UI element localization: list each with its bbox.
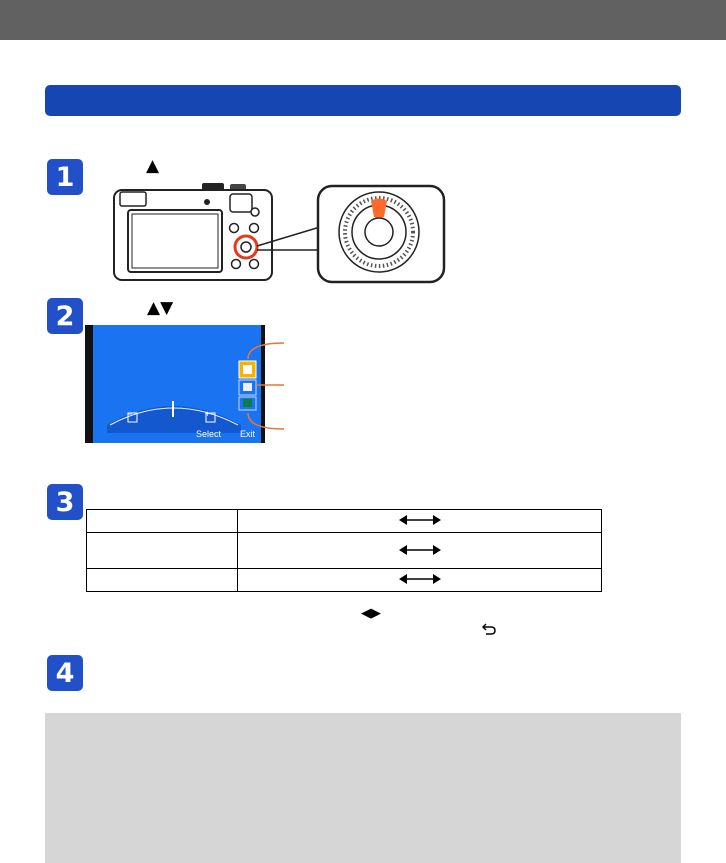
return-icon <box>482 623 496 635</box>
setting-table <box>86 509 602 592</box>
table-cell <box>238 569 602 592</box>
up-down-arrows-icon: ▲▼ <box>147 298 174 318</box>
table-cell <box>87 533 238 569</box>
lcd-exit-label: Exit <box>240 429 256 439</box>
lcd-select-label: Select <box>196 429 222 439</box>
left-right-arrows-icon: ◀▶ <box>361 606 381 621</box>
lcd-minus-label: − <box>127 409 133 419</box>
header-bar <box>0 0 726 40</box>
up-arrow-icon: ▲ <box>146 156 160 176</box>
table-cell <box>238 533 602 569</box>
lcd-screen-preview <box>85 325 285 445</box>
step-4-badge: 4 <box>47 655 83 691</box>
step-3-badge: 3 <box>47 484 83 520</box>
double-arrow-icon <box>399 545 441 555</box>
double-arrow-icon <box>399 515 441 525</box>
note-box <box>45 713 681 863</box>
section-title-bar <box>45 85 681 116</box>
camera-back-icon <box>112 180 452 286</box>
table-row <box>87 533 602 569</box>
step-1-badge: 1 <box>47 159 83 195</box>
step-2-badge: 2 <box>47 298 83 334</box>
double-arrow-icon <box>399 574 441 584</box>
table-cell <box>238 510 602 533</box>
lcd-plus-label: + <box>205 409 211 419</box>
table-row <box>87 510 602 533</box>
table-row <box>87 569 602 592</box>
table-cell <box>87 510 238 533</box>
table-cell <box>87 569 238 592</box>
